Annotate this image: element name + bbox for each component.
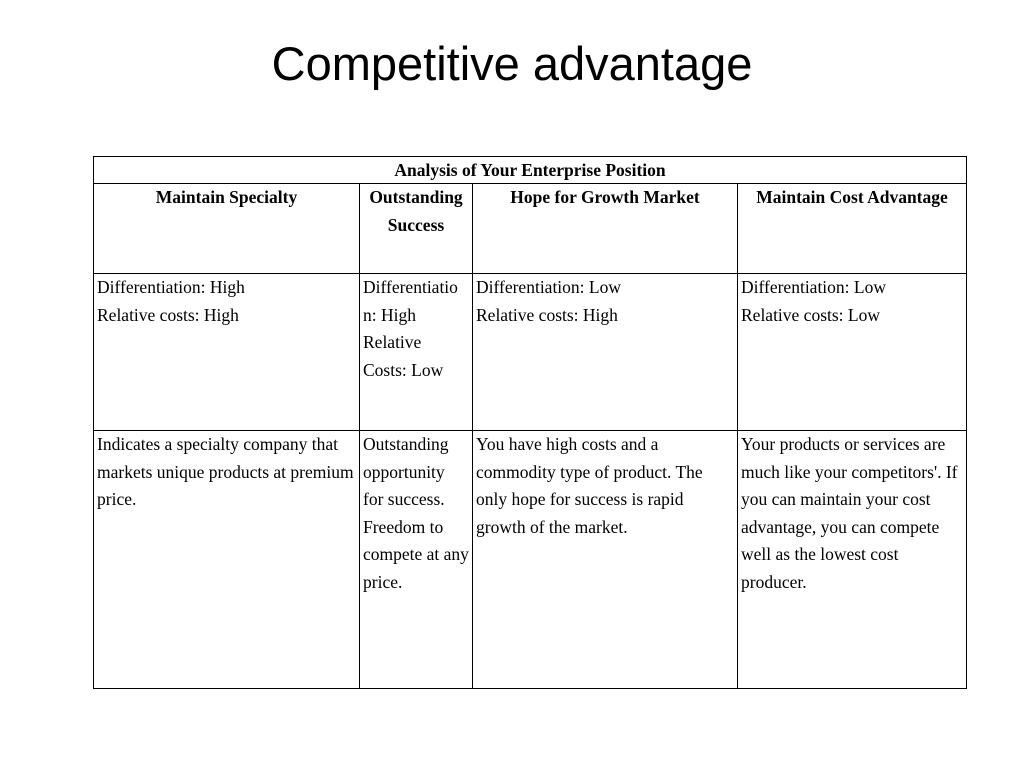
description-cell-outstanding-success: Outstanding opportunity for success. Freedom to compete at any price. [360, 431, 473, 689]
description-cell-maintain-specialty: Indicates a specialty company that markets unique products at premium price. [94, 431, 360, 689]
metrics-cell-outstanding-success [360, 274, 473, 431]
relative-costs-text: Relative costs: Low [741, 304, 881, 325]
table-row-metrics [94, 274, 967, 431]
relative-costs-text: Relative Costs: Low [363, 332, 444, 380]
differentiation-text: Differentiation: Low [476, 277, 621, 297]
table-row-descriptions [94, 431, 967, 689]
description-cell-hope-for-growth-market: You have high costs and a commodity type of product. The only hope for success is rapid growth of the market. [473, 431, 738, 689]
slide-title: Competitive advantage [271, 37, 753, 90]
metrics-cell-maintain-cost-advantage [738, 274, 967, 431]
differentiation-text: Differentiation: High [363, 277, 458, 325]
column-header-maintain-cost-advantage: Maintain Cost Advantage [738, 184, 967, 274]
relative-costs-text: Relative costs: High [97, 304, 239, 325]
table-caption: Analysis of Your Enterprise Position [94, 157, 967, 184]
relative-costs-text: Relative costs: High [476, 304, 618, 325]
metrics-cell-maintain-specialty [94, 274, 360, 431]
table-header-row [94, 184, 967, 274]
table-caption-row [94, 157, 967, 184]
enterprise-position-table [93, 156, 967, 689]
metrics-cell-hope-for-growth-market [473, 274, 738, 431]
differentiation-text: Differentiation: Low [741, 277, 886, 297]
column-header-hope-for-growth-market: Hope for Growth Market [473, 184, 738, 274]
description-cell-maintain-cost-advantage: Your products or services are much like your competitors'. If you can maintain your cost advantage, you can compete well as the lowest cost producer. [738, 431, 967, 689]
column-header-maintain-specialty: Maintain Specialty [94, 184, 360, 274]
column-header-outstanding-success: Outstanding Success [360, 184, 473, 274]
differentiation-text: Differentiation: High [97, 277, 245, 297]
